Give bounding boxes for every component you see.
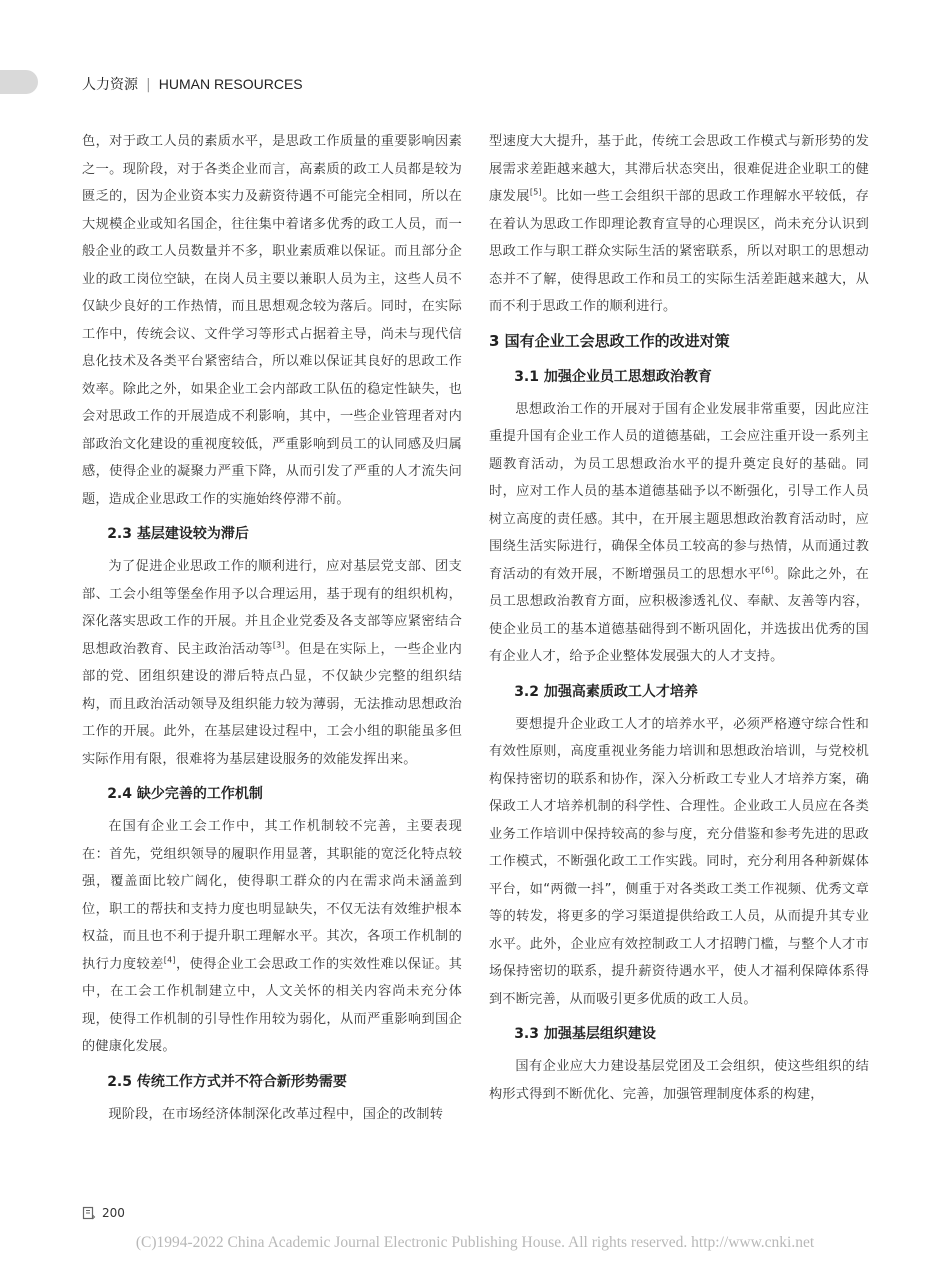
right-column <box>489 128 869 1108</box>
paragraph <box>489 396 869 671</box>
section-heading-3-2: 3.2 加强高素质政工人才培养 <box>514 683 698 700</box>
citation-ref: [5] <box>529 187 542 197</box>
paragraph-text: 。但是在实际上，一些企业内部的党、团组织建设的滞后特点凸显，不仅缺少完整的组织结构，而且政治活动领导及组织能力较为薄弱，无法推动思想政治工作的开展。此外，在基层建设过程中，工会小组的职能虽多但实际作用有限，很难将为基层建设服务的效能发挥出来。 <box>82 641 462 767</box>
paragraph <box>489 128 869 321</box>
running-header <box>82 74 303 94</box>
paragraph-text: ，使得企业工会思政工作的实效性难以保证。其中，在工会工作机制建立中，人文关怀的相关内容尚未充分体现，使得工作机制的引导性作用较为弱化，从而严重影响到国企的健康化发展。 <box>82 956 462 1054</box>
paragraph-text: 在国有企业工会工作中，其工作机制较不完善，主要表现在：首先，党组织领导的履职作用显著，其职能的宽泛化特点较强，覆盖面比较广阔化，使得职工群众的内在需求尚未涵盖到位，职工的帮扶和支持力度也明显缺失，不仅无法有效维护根本权益，而且也不利于提升职工理解水平。其次，各项工作机制的执行力度较差 <box>82 819 462 972</box>
side-tab-marker <box>0 70 38 94</box>
section-heading-2-4: 2.4 缺少完善的工作机制 <box>107 786 263 802</box>
citation-ref: [6] <box>761 565 774 575</box>
paragraph-text: 。比如一些工会组织干部的思政工作理解水平较低，存在着认为思政工作即理论教育宣导的心理误区，尚未充分认识到思政工作与职工群众实际生活的紧密联系，所以对职工的思想动态并不了解，使得思政工作和员工的实际生活差距越来越大，从而不利于思政工作的顺利进行。 <box>489 189 869 314</box>
copyright-watermark: (C)1994-2022 China Academic Journal Electronic Publishing House. All rights reserved. http://www.cnki.net <box>135 1234 815 1251</box>
paragraph: 要想提升企业政工人才的培养水平，必须严格遵守综合性和有效性原则，高度重视业务能力培训和思想政治培训，与党校机构保持密切的联系和协作，深入分析政工专业人才培养方案，确保政工人才培养机制的科学性、合理性。企业政工人员应在各类业务工作培训中保持较高的参与度，充分借鉴和参考先进的思政工作模式，不断强化政工工作实践。同时，充分利用各种新媒体平台，如“两微一抖”，侧重于对各类政工类工作视频、优秀文章等的转发，将更多的学习渠道提供给政工人员，从而提升其专业水平。此外，企业应有效控制政工人才招聘门槛，与整个人才市场保持密切的联系，提升薪资待遇水平，使人才福利保障体系得到不断完善，从而吸引更多优质的政工人员。 <box>489 716 869 1007</box>
paragraph-text: 型速度大大提升，基于此，传统工会思政工作模式与新形势的发展需求差距越来越大，其滞后状态突出，很难促进企业职工的健康发展 <box>489 134 869 204</box>
paragraph <box>82 553 462 773</box>
citation-ref: [4] <box>163 955 176 965</box>
page-icon <box>82 1206 96 1220</box>
header-section-en: HUMAN RESOURCES <box>158 76 303 92</box>
section-heading-2-5: 2.5 传统工作方式并不符合新形势需要 <box>107 1073 347 1090</box>
paragraph-text: 。除此之外，在员工思想政治教育方面，应积极渗透礼仪、奉献、友善等内容，使企业员工的基本道德基础得到不断巩固化，并选拔出优秀的国有企业人才，给予企业整体发展强大的人才支持。 <box>489 566 869 664</box>
section-heading-3-3: 3.3 加强基层组织建设 <box>514 1026 656 1042</box>
page-footer <box>82 1206 125 1220</box>
section-heading-3: 3 国有企业工会思政工作的改进对策 <box>489 331 730 350</box>
citation-ref: [3] <box>272 640 285 650</box>
paragraph: 国有企业应大力建设基层党团及工会组织，使这些组织的结构形式得到不断优化、完善，加强管理制度体系的构建， <box>489 1059 869 1102</box>
paragraph-text: 为了促进企业思政工作的顺利进行，应对基层党支部、团支部、工会小组等堡垒作用予以合理运用，基于现有的组织机构，深化落实思政工作的开展。并且企业党委及各支部等应紧密结合思想政治教育、民主政治活动等 <box>82 559 462 657</box>
paragraph <box>82 813 462 1061</box>
paragraph: 现阶段，在市场经济体制深化改革过程中，国企的改制转 <box>108 1106 444 1122</box>
paragraph-text: 思想政治工作的开展对于国有企业发展非常重要，因此应注重提升国有企业工作人员的道德基础，工会应注重开设一系列主题教育活动，为员工思想政治水平的提升奠定良好的基础。同时，应对工作人员的基本道德基础予以不断强化，引导工作人员树立高度的责任感。其中，在开展主题思想政治教育活动时，应围绕生活实际进行，确保全体员工较高的参与热情，从而通过教育活动的有效开展，不断增强员工的思想水平 <box>489 401 869 582</box>
paragraph: 色，对于政工人员的素质水平，是思政工作质量的重要影响因素之一。现阶段，对于各类企业而言，高素质的政工人员都是较为匮乏的，因为企业资本实力及薪资待遇不可能完全相同，所以在大规模企业或知名国企，往往集中着诸多优秀的政工人员，而一般企业的政工人员数量并不多，职业素质难以保证。而且部分企业的政工岗位空缺，在岗人员主要以兼职人员为主，这些人员不仅缺少良好的工作热情，而且思想观念较为落后。同时，在实际工作中，传统会议、文件学习等形式占据着主导，尚未与现代信息化技术及各类平台紧密结合，所以难以保证其良好的思政工作效率。除此之外，如果企业工会内部政工队伍的稳定性缺失，也会对思政工作的开展造成不利影响，其中，一些企业管理者对内部政治文化建设的重视度较低，严重影响到员工的认同感及归属感，使得企业的凝聚力严重下降，从而引发了严重的人才流失问题，造成企业思政工作的实施始终停滞不前。 <box>82 134 462 507</box>
left-column <box>82 128 462 1128</box>
section-heading-3-1: 3.1 加强企业员工思想政治教育 <box>514 368 712 385</box>
section-heading-2-3: 2.3 基层建设较为滞后 <box>107 526 249 542</box>
header-section-cn: 人力资源 <box>82 77 138 93</box>
header-separator: | <box>146 77 151 93</box>
page-number: 200 <box>102 1206 125 1220</box>
